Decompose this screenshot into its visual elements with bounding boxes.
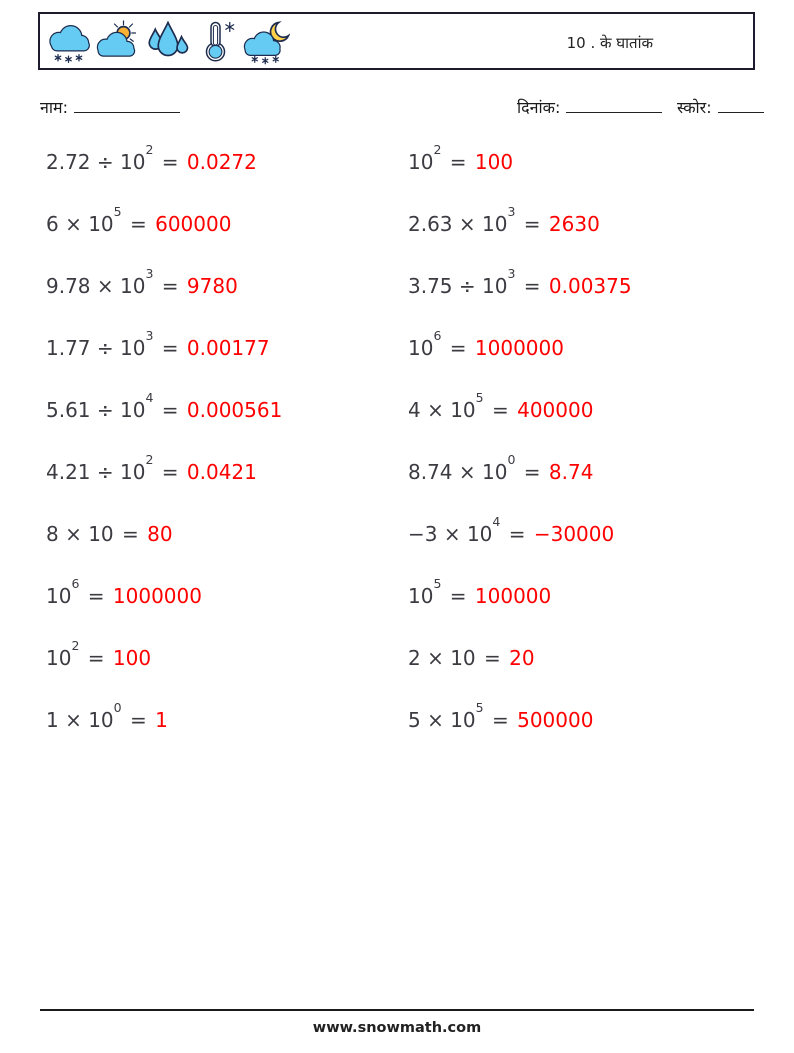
score-input-line[interactable]: [718, 98, 764, 113]
problem-expression: 1.77 ÷ 10: [46, 336, 146, 360]
problem-expression: 8.74 × 10: [408, 460, 508, 484]
problem-exponent: 4: [145, 390, 154, 406]
problem-expression: 8 × 10: [46, 522, 114, 546]
equals-sign: =: [155, 336, 185, 360]
problem-exponent: 3: [145, 266, 154, 282]
problem-exponent: 3: [507, 266, 516, 282]
score-label: स्कोर:: [677, 98, 712, 117]
problem-row: [46, 454, 408, 516]
equals-sign: =: [123, 212, 154, 236]
footer-url: www.snowmath.com: [312, 1020, 482, 1036]
date-input-line[interactable]: [566, 98, 662, 113]
problem-expression: 10: [46, 646, 72, 670]
problem-exponent: 3: [507, 204, 516, 220]
problem-exponent: 2: [433, 142, 442, 158]
problem-answer: 80: [147, 522, 173, 546]
problem-answer: 0.0421: [186, 460, 257, 484]
problem-answer: 100: [474, 150, 514, 174]
equals-sign: =: [155, 274, 185, 298]
problem-row: [46, 640, 408, 702]
problem-answer: 0.0272: [186, 150, 257, 174]
equals-sign: =: [443, 150, 473, 174]
problem-expression: 10: [408, 584, 434, 608]
problem-row: [408, 702, 768, 764]
equals-sign: =: [517, 274, 547, 298]
equals-sign: =: [115, 522, 146, 546]
problem-expression: 10: [408, 336, 434, 360]
problem-row: [46, 206, 408, 268]
problem-row: [46, 268, 408, 330]
problem-answer: 100000: [474, 584, 552, 608]
problems-column-left: [46, 144, 408, 764]
problem-row: [408, 206, 768, 268]
problem-answer: 0.000561: [186, 398, 283, 422]
equals-sign: =: [443, 584, 473, 608]
problem-row: [408, 578, 768, 640]
problem-exponent: 2: [145, 142, 154, 158]
problem-row: [408, 144, 768, 206]
problem-exponent: 2: [71, 638, 80, 654]
equals-sign: =: [485, 708, 516, 732]
problem-answer: 400000: [517, 398, 594, 422]
equals-sign: =: [155, 460, 185, 484]
name-field: [40, 96, 180, 118]
equals-sign: =: [81, 584, 111, 608]
fields-row: [0, 96, 794, 120]
equals-sign: =: [155, 150, 185, 174]
date-label: दिनांक:: [517, 98, 561, 117]
equals-sign: =: [502, 522, 532, 546]
moon-cloud-snow-icon: [242, 17, 290, 67]
date-field: [517, 96, 662, 118]
problem-exponent: 5: [113, 204, 122, 220]
name-input-line[interactable]: [74, 98, 180, 113]
problem-row: [408, 640, 768, 702]
problem-answer: 9780: [186, 274, 238, 298]
thermometer-snow-icon: [193, 17, 241, 67]
problem-row: [408, 454, 768, 516]
footer-divider: [40, 1009, 754, 1011]
problem-exponent: 3: [145, 328, 154, 344]
problem-row: [46, 144, 408, 206]
problem-expression: 10: [408, 150, 434, 174]
equals-sign: =: [81, 646, 111, 670]
equals-sign: =: [155, 398, 185, 422]
problem-exponent: 0: [113, 700, 122, 716]
weather-icons: [46, 17, 291, 67]
equals-sign: =: [443, 336, 473, 360]
problem-exponent: 0: [507, 452, 516, 468]
problem-expression: 5.61 ÷ 10: [46, 398, 146, 422]
header-box: [38, 12, 755, 70]
problem-row: [46, 578, 408, 640]
score-field: [677, 96, 764, 118]
problem-expression: 6 × 10: [46, 212, 114, 236]
snow-cloud-icon: [46, 17, 94, 67]
problem-expression: 4.21 ÷ 10: [46, 460, 146, 484]
sun-cloud-icon: [95, 17, 143, 67]
problem-answer: 100: [112, 646, 152, 670]
problem-expression: 3.75 ÷ 10: [408, 274, 508, 298]
problem-expression: 1 × 10: [46, 708, 114, 732]
problem-exponent: 4: [492, 514, 501, 530]
name-label: नाम:: [40, 98, 68, 117]
equals-sign: =: [517, 212, 547, 236]
problem-answer: 0.00177: [186, 336, 270, 360]
problem-expression: 2 × 10: [408, 646, 476, 670]
problem-row: [408, 516, 768, 578]
worksheet-title: 10 . के घातांक: [566, 34, 653, 53]
problem-expression: 2.63 × 10: [408, 212, 508, 236]
problem-row: [46, 516, 408, 578]
problem-row: [408, 392, 768, 454]
problem-row: [46, 330, 408, 392]
problem-answer: 20: [509, 646, 535, 670]
problem-row: [46, 392, 408, 454]
problem-exponent: 5: [433, 576, 442, 592]
problem-row: [408, 330, 768, 392]
problem-exponent: 2: [145, 452, 154, 468]
problems-grid: [46, 144, 768, 764]
problem-answer: 8.74: [548, 460, 594, 484]
problem-expression: 5 × 10: [408, 708, 476, 732]
problems-column-right: [408, 144, 768, 764]
problem-exponent: 5: [475, 700, 484, 716]
problem-exponent: 5: [475, 390, 484, 406]
problem-answer: 1: [155, 708, 168, 732]
problem-expression: 9.78 × 10: [46, 274, 146, 298]
problem-answer: 1000000: [112, 584, 202, 608]
problem-exponent: 6: [433, 328, 442, 344]
problem-answer: −30000: [533, 522, 615, 546]
problem-answer: 0.00375: [548, 274, 632, 298]
problem-expression: −3 × 10: [408, 522, 493, 546]
equals-sign: =: [517, 460, 547, 484]
problem-expression: 4 × 10: [408, 398, 476, 422]
equals-sign: =: [485, 398, 516, 422]
equals-sign: =: [477, 646, 508, 670]
problem-answer: 600000: [155, 212, 232, 236]
problem-answer: 500000: [517, 708, 594, 732]
problem-expression: 10: [46, 584, 72, 608]
problem-row: [408, 268, 768, 330]
problem-answer: 2630: [548, 212, 600, 236]
problem-expression: 2.72 ÷ 10: [46, 150, 146, 174]
raindrops-icon: [144, 17, 192, 67]
problem-answer: 1000000: [474, 336, 564, 360]
equals-sign: =: [123, 708, 154, 732]
problem-row: [46, 702, 408, 764]
problem-exponent: 6: [71, 576, 80, 592]
